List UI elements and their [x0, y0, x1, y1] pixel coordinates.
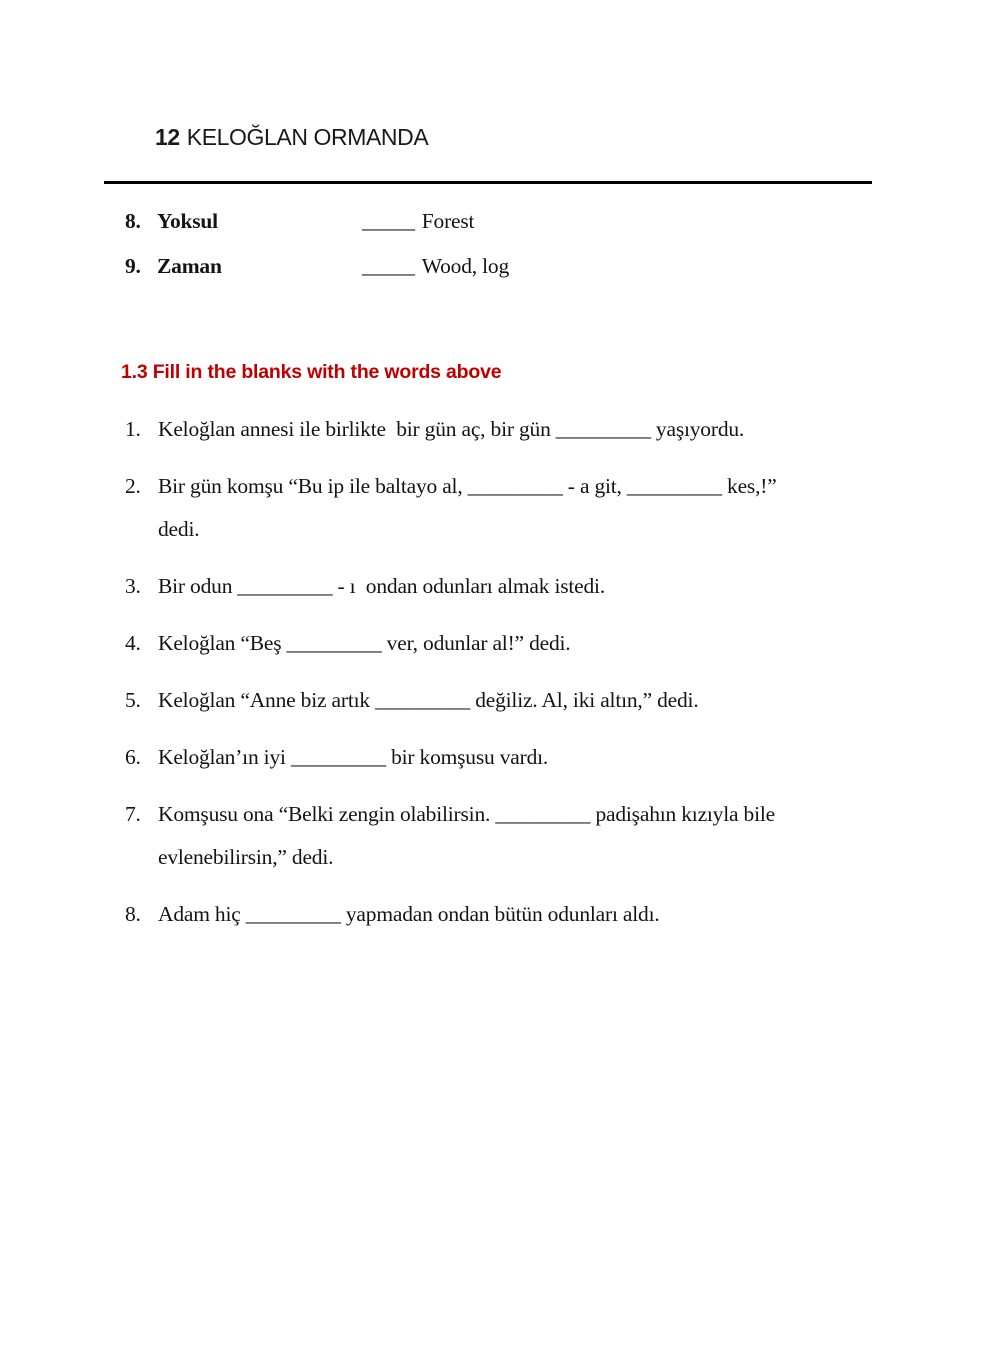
fill-item-text: Keloğlan annesi ile birlikte bir gün aç, bir gün _________ yaşıyordu. [158, 417, 745, 441]
page-header-line [104, 97, 872, 178]
matching-item [125, 199, 509, 244]
fill-item-number: 5. [125, 688, 141, 712]
fill-item [125, 465, 905, 551]
matching-item-number: 8. [125, 209, 141, 233]
fill-in-list [125, 408, 905, 950]
matching-item-definition: Wood, log [421, 254, 510, 278]
page-header [104, 97, 872, 184]
fill-item-number: 3. [125, 574, 141, 598]
fill-item-lines [158, 622, 570, 665]
fill-item [125, 408, 905, 451]
fill-item-number: 6. [125, 745, 141, 769]
fill-item [125, 679, 905, 722]
fill-item-number: 4. [125, 631, 141, 655]
fill-item-text: Bir gün komşu “Bu ip ile baltayo al, _________ - a git, _________ kes,!” [158, 474, 777, 498]
fill-item-text: Keloğlan “Anne biz artık _________ değiliz. Al, iki altın,” dedi. [158, 688, 699, 712]
fill-item [125, 565, 905, 608]
fill-item-lines [158, 408, 744, 451]
fill-item-lines [158, 679, 699, 722]
matching-item-definition: Forest [421, 209, 475, 233]
answer-blank: _____ [362, 209, 415, 233]
fill-item-number: 2. [125, 474, 141, 498]
matching-item-term: Zaman [157, 254, 222, 278]
fill-item-lines [158, 893, 660, 936]
fill-item [125, 893, 905, 936]
fill-item-number: 1. [125, 417, 141, 441]
fill-item-text: dedi. [158, 517, 200, 541]
fill-item-lines [158, 565, 605, 608]
fill-item-lines [158, 793, 775, 879]
answer-blank: _____ [362, 254, 415, 278]
fill-item-number: 7. [125, 802, 141, 826]
fill-item-text: Keloğlan “Beş _________ ver, odunlar al!” dedi. [158, 631, 571, 655]
matching-item [125, 244, 509, 289]
fill-item [125, 793, 905, 879]
section-heading: 1.3 Fill in the blanks with the words above [121, 361, 502, 383]
fill-item [125, 622, 905, 665]
fill-item-lines [158, 736, 548, 779]
page-number: 12 [154, 124, 180, 150]
fill-item-text: Keloğlan’ın iyi _________ bir komşusu vardı. [158, 745, 549, 769]
fill-item-number: 8. [125, 902, 141, 926]
fill-item [125, 736, 905, 779]
fill-item-lines [158, 465, 777, 551]
page-title: KELOĞLAN ORMANDA [186, 124, 429, 150]
fill-item-text: Bir odun _________ - ı ondan odunları almak istedi. [158, 574, 606, 598]
matching-list [125, 199, 509, 289]
matching-item-term: Yoksul [157, 209, 218, 233]
matching-item-number: 9. [125, 254, 141, 278]
fill-item-text: Adam hiç _________ yapmadan ondan bütün odunları aldı. [158, 902, 660, 926]
fill-item-text: Komşusu ona “Belki zengin olabilirsin. _________ padişahın kızıyla bile [158, 802, 775, 826]
fill-item-text: evlenebilirsin,” dedi. [158, 845, 334, 869]
